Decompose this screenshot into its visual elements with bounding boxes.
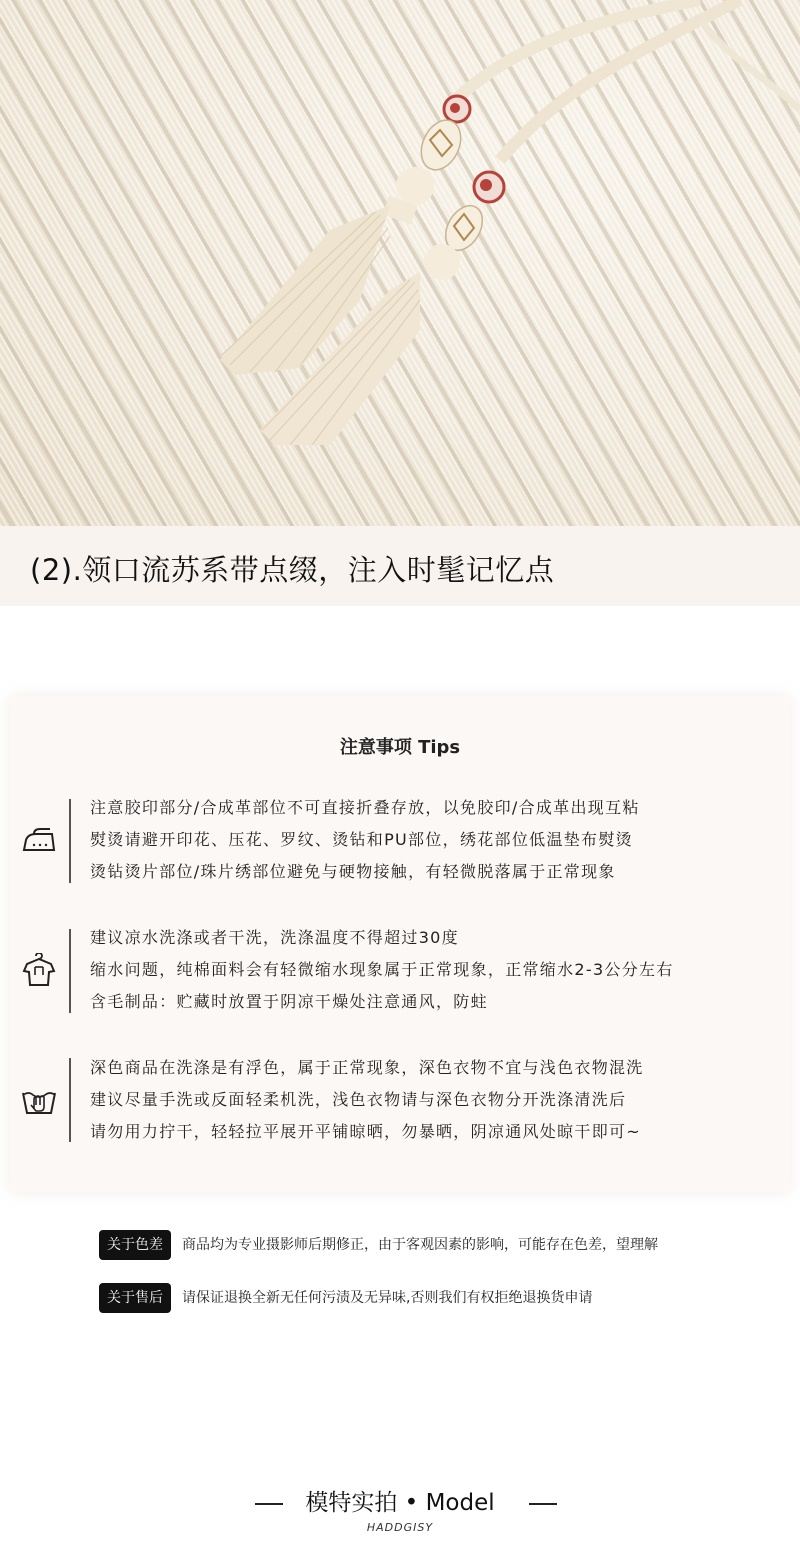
tip-line: 建议尽量手洗或反面轻柔机洗，浅色衣物请与深色衣物分开洗涤清洗后 xyxy=(90,1090,627,1109)
shirt-hanger-icon xyxy=(20,953,58,987)
after-sales-text: 请保证退换全新无任何污渍及无异味,否则我们有权拒绝退换货申请 xyxy=(182,1290,593,1306)
model-title-dash-right xyxy=(529,1503,557,1505)
tip-line: 熨烫请避开印花、压花、罗纹、烫钻和PU部位，绣花部位低温垫布熨烫 xyxy=(90,830,633,849)
brand-name: HADDGISY xyxy=(366,1521,434,1534)
product-detail-photo xyxy=(0,0,800,526)
tip-divider xyxy=(69,1058,71,1142)
tip-line: 深色商品在洗涤是有浮色，属于正常现象，深色衣物不宜与浅色衣物混洗 xyxy=(90,1058,644,1077)
photo-caption: (2).领口流苏系带点缀，注入时髦记忆点 xyxy=(30,553,555,587)
iron-icon xyxy=(20,824,58,858)
tip-line: 注意胶印部分/合成革部位不可直接折叠存放，以免胶印/合成革出现互粘 xyxy=(90,798,640,817)
tip-line: 烫钻烫片部位/珠片绣部位避免与硬物接触，有轻微脱落属于正常现象 xyxy=(90,862,616,881)
color-difference-text: 商品均为专业摄影师后期修正，由于客观因素的影响，可能存在色差，望理解 xyxy=(182,1237,658,1253)
color-difference-tag: 关于色差 xyxy=(99,1230,171,1260)
tassel-illustration xyxy=(0,0,800,526)
tips-title: 注意事项 Tips xyxy=(339,737,461,758)
tip-divider xyxy=(69,929,71,1013)
model-section-title: 模特实拍 • Model xyxy=(305,1490,495,1516)
tip-line: 请勿用力拧干，轻轻拉平展开平铺晾晒，勿暴晒，阴凉通风处晾干即可~ xyxy=(90,1122,642,1141)
hand-wash-icon xyxy=(20,1083,58,1117)
tip-divider xyxy=(69,799,71,883)
after-sales-tag: 关于售后 xyxy=(99,1283,171,1313)
tip-line: 建议凉水洗涤或者干洗，洗涤温度不得超过30度 xyxy=(90,928,459,947)
tip-line: 含毛制品：贮藏时放置于阴凉干燥处注意通风，防蛀 xyxy=(90,992,488,1011)
tip-line: 缩水问题，纯棉面料会有轻微缩水现象属于正常现象，正常缩水2-3公分左右 xyxy=(90,960,674,979)
